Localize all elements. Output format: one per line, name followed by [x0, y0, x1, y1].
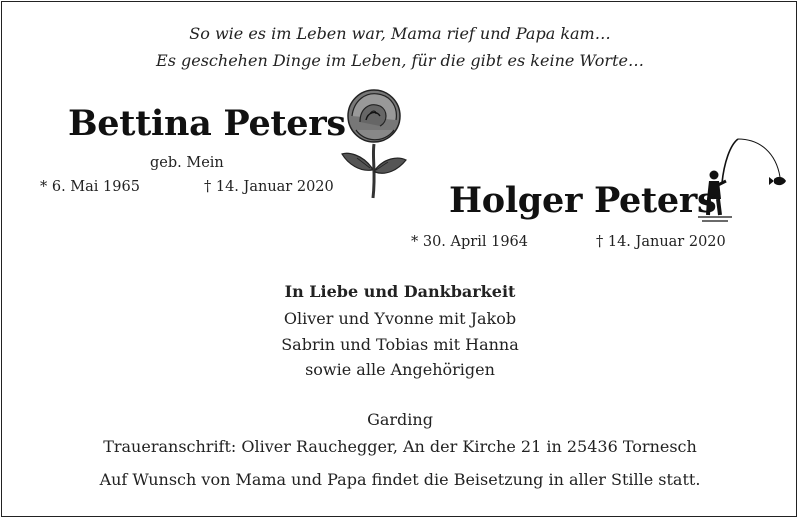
holger-death-date: † 14. Januar 2020 [596, 234, 726, 250]
bettina-maiden-name: geb. Mein [150, 155, 224, 171]
holger-name: Holger Peters [449, 180, 717, 221]
mourners-line-1: Oliver und Yvonne mit Jakob [283, 309, 517, 328]
holger-birth-date: * 30. April 1964 [411, 234, 528, 250]
bettina-death-date: † 14. Januar 2020 [204, 179, 334, 195]
quote-line-1: So wie es im Leben war, Mama rief und Papa kam… [189, 24, 611, 43]
place-name: Garding [367, 410, 433, 429]
mourners-line-2: Sabrin und Tobias mit Hanna [281, 335, 519, 354]
mourners-heading: In Liebe und Dankbarkeit [284, 282, 516, 301]
burial-note: Auf Wunsch von Mama und Papa findet die Beisetzung in aller Stille statt. [99, 470, 701, 489]
bettina-birth-date: * 6. Mai 1965 [40, 179, 140, 195]
quote-line-2: Es geschehen Dinge im Leben, für die gibt es keine Worte… [156, 51, 644, 70]
mourning-address: Traueranschrift: Oliver Rauchegger, An der Kirche 21 in 25436 Tornesch [103, 437, 697, 456]
rose-icon [336, 86, 414, 200]
mourners-line-3: sowie alle Angehörigen [305, 360, 495, 379]
bettina-name: Bettina Peters [68, 103, 346, 144]
